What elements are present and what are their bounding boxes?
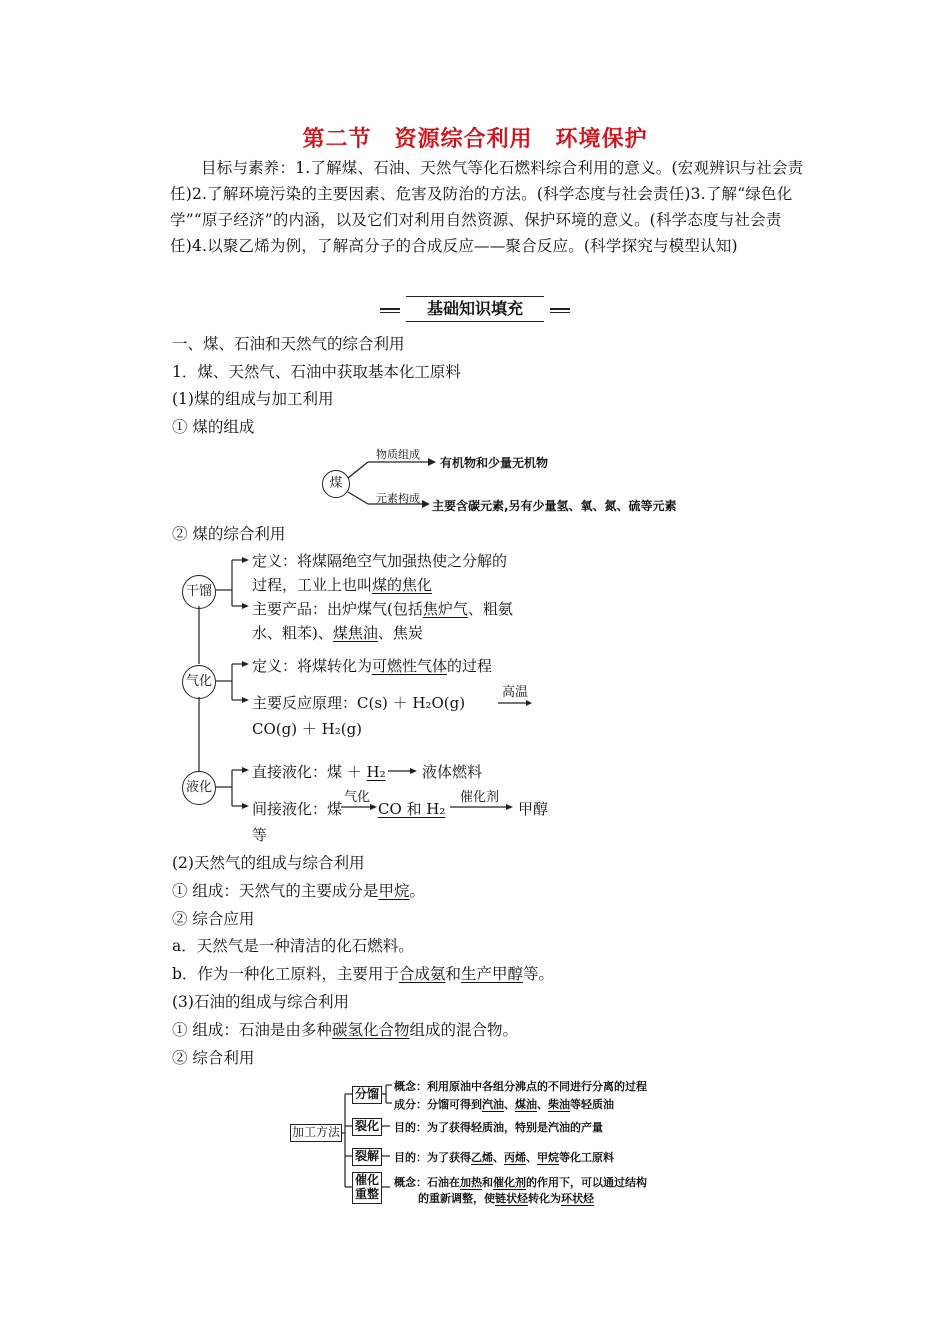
- learning-goals: 目标与素养：1.了解煤、石油、天然气等化石燃料综合利用的意义。(宏观辨识与社会责任)2.了解环境污染的主要因素、危害及防治的方法。(科学态度与社会责任)3.了解“绿色化学”“原子经济”的内涵，以及它们对利用自然资源、保护环境的意义。(科学态度与社会责任)4.以聚乙烯为例，了解高分子的合成反应——聚合反应。(科学探究与模型认知): [170, 159, 804, 255]
- natural-gas-use-b: b．作为一种化工原料，主要用于合成氨和生产甲醇等。: [172, 965, 554, 983]
- gas-reaction: 主要反应原理：C(s) ＋ H₂O(g): [252, 694, 466, 712]
- coal-top-value: 有机物和少量无机物: [440, 456, 549, 470]
- dry-products-1: 主要产品：出炉煤气(包括焦炉气、粗氨: [252, 600, 513, 618]
- fractionation-box: 分馏: [352, 1086, 382, 1104]
- pyrolysis-purpose: 目的：为了获得乙烯、丙烯、甲烷等化工原料: [394, 1151, 614, 1164]
- heading-coal-use: ② 煤的综合利用: [172, 525, 286, 543]
- heading-1: 一、煤、石油和天然气的综合利用: [172, 335, 405, 353]
- natural-gas-use-heading: ② 综合应用: [172, 910, 255, 928]
- dry-products-2: 水、粗苯)、煤焦油、焦炭: [252, 624, 423, 642]
- gas-reaction-product: CO(g) ＋ H₂(g): [252, 720, 363, 738]
- natural-gas-use-a: a．天然气是一种清洁的化石燃料。: [172, 937, 414, 955]
- processing-methods-box: 加工方法: [290, 1124, 342, 1142]
- gas-reaction-condition: 高温: [502, 685, 529, 700]
- dry-distillation-node: 干馏: [182, 575, 216, 609]
- coal-bottom-value: 主要含碳元素,另有少量氢、氧、氮、硫等元素: [432, 499, 677, 513]
- liq-direct-product: 液体燃料: [422, 763, 483, 781]
- gas-def: 定义：将煤转化为可燃性气体的过程: [252, 657, 493, 675]
- cracking-purpose: 目的：为了获得轻质油，特别是汽油的产量: [394, 1121, 603, 1134]
- cracking-box: 裂化: [352, 1118, 382, 1136]
- liq-indirect-cond-1: 气化: [344, 790, 371, 805]
- heading-1-1: 1．煤、天然气、石油中获取基本化工原料: [172, 363, 461, 381]
- dry-def-1: 定义：将煤隔绝空气加强热使之分解的: [252, 552, 508, 570]
- pyrolysis-box: 裂解: [352, 1148, 382, 1166]
- heading-coal: (1)煤的组成与加工利用: [172, 390, 334, 408]
- page-title: 第二节 资源综合利用 环境保护: [302, 127, 648, 152]
- heading-natural-gas: (2)天然气的组成与综合利用: [172, 854, 365, 872]
- liq-indirect: 间接液化：煤: [252, 800, 343, 818]
- natural-gas-composition: ① 组成：天然气的主要成分是甲烷。: [172, 882, 425, 900]
- liq-indirect-cond-2: 催化剂: [460, 790, 500, 805]
- frac-components: 成分：分馏可得到汽油、煤油、柴油等轻质油: [394, 1098, 614, 1111]
- oil-composition: ① 组成：石油是由多种碳氢化合物组成的混合物。: [172, 1021, 518, 1039]
- reforming-concept-2: 的重新调整，使链状烃转化为环状烃: [418, 1192, 594, 1205]
- frac-concept: 概念：利用原油中各组分沸点的不同进行分离的过程: [394, 1080, 647, 1093]
- liq-indirect-etc: 等: [252, 826, 268, 844]
- liq-indirect-intermediate: CO 和 H₂: [378, 800, 446, 818]
- dry-def-2: 过程，工业上也叫煤的焦化: [252, 576, 433, 594]
- coal-bottom-label: 元素构成: [376, 492, 420, 505]
- reforming-concept-1: 概念：石油在加热和催化剂的作用下，可以通过结构: [394, 1176, 647, 1189]
- liquefaction-node: 液化: [182, 771, 216, 805]
- oil-use-heading: ② 综合利用: [172, 1049, 255, 1067]
- heading-coal-composition: ① 煤的组成: [172, 418, 255, 436]
- reforming-box: 催化 重整: [352, 1172, 382, 1204]
- liq-direct: 直接液化：煤 ＋ H₂: [252, 763, 386, 781]
- coal-node: 煤: [322, 470, 350, 498]
- heading-oil: (3)石油的组成与综合利用: [172, 993, 349, 1011]
- liq-indirect-product: 甲醇: [518, 800, 549, 818]
- coal-top-label: 物质组成: [376, 448, 420, 461]
- section-label: 基础知识填充: [406, 296, 544, 322]
- gasification-node: 气化: [182, 665, 216, 699]
